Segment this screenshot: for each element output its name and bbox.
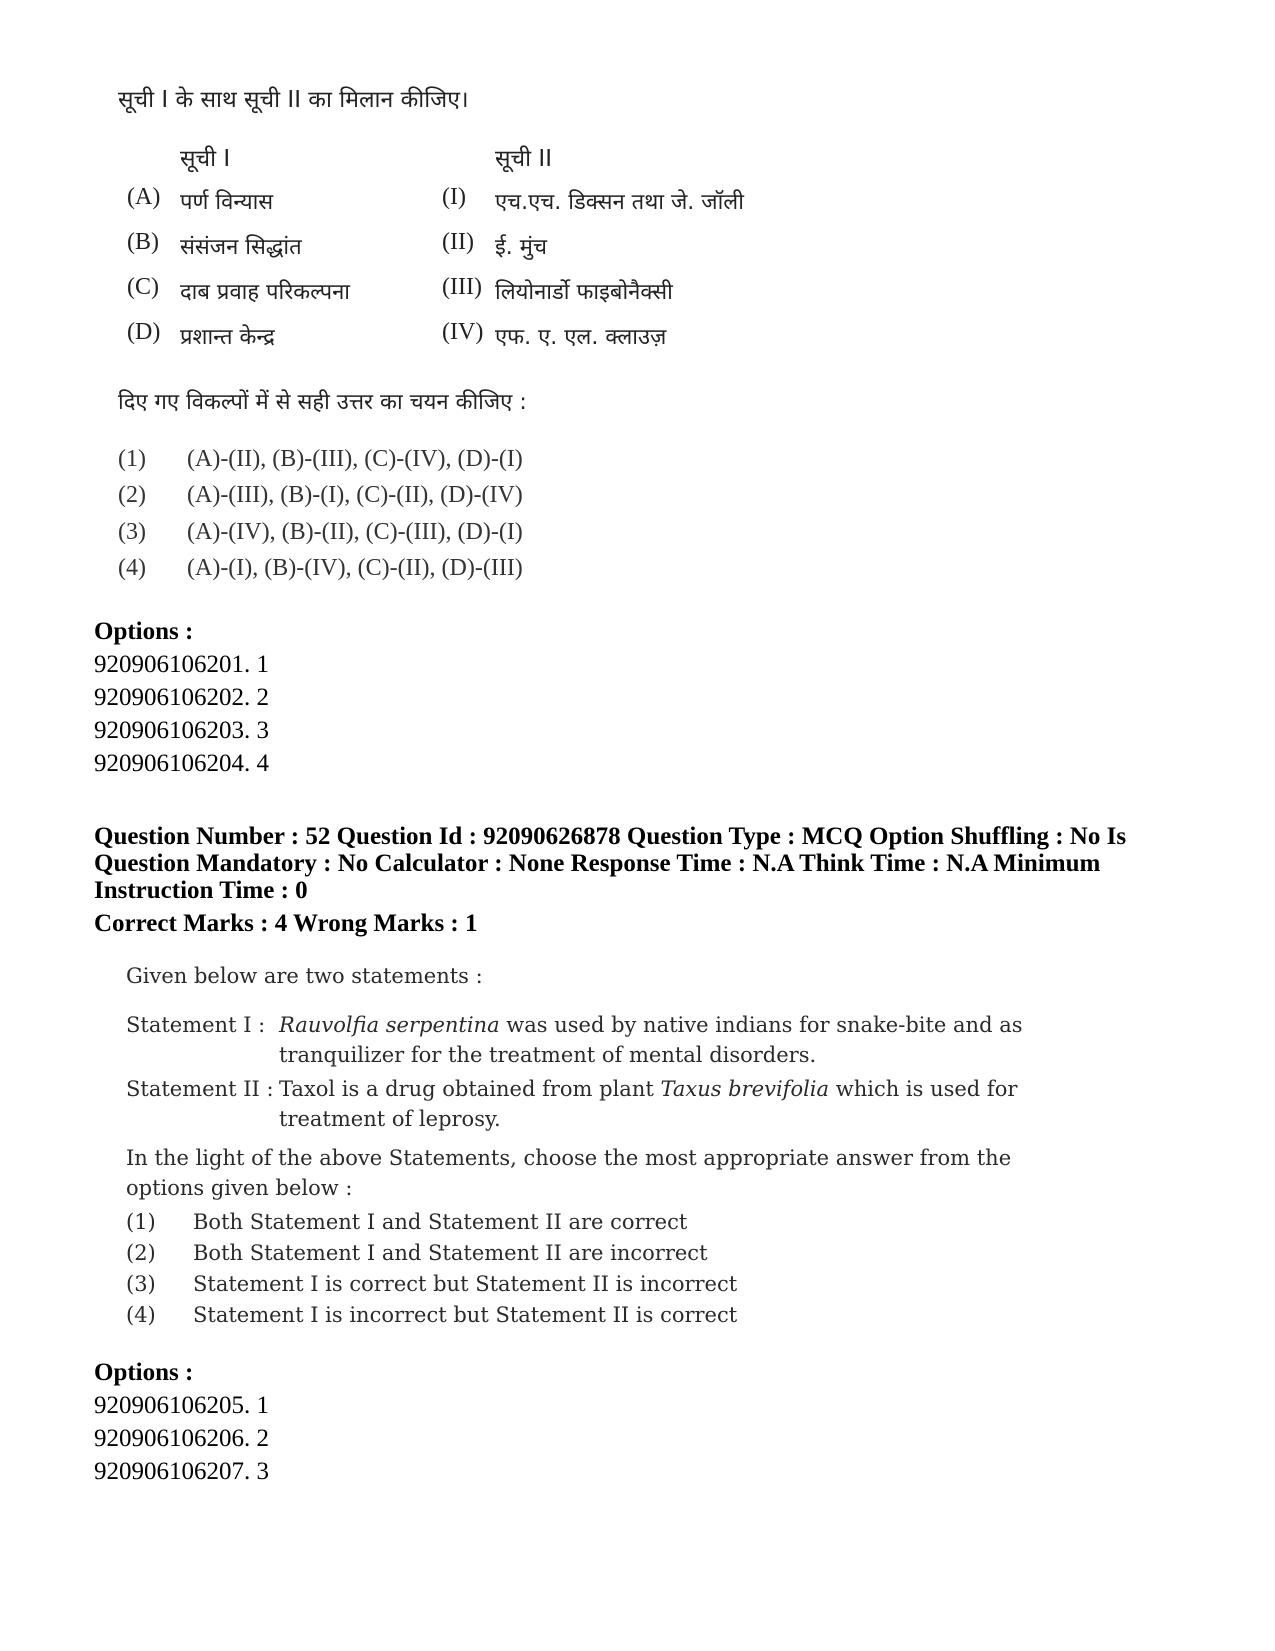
list2-label-iii: (III) xyxy=(442,274,482,300)
q52-answer-num: (1) xyxy=(126,1210,156,1234)
q52-marks: Correct Marks : 4 Wrong Marks : 1 xyxy=(94,910,478,937)
species-name-rauvolfia: Rauvolfia serpentina xyxy=(279,1013,500,1037)
q52-meta-line-3: Instruction Time : 0 xyxy=(94,877,308,904)
q51-answer-text: (A)-(II), (B)-(III), (C)-(IV), (D)-(I) xyxy=(187,446,523,472)
list1-header: सूची I xyxy=(180,146,231,172)
q51-answer-num: (2) xyxy=(118,482,146,508)
q52-option-id: 920906106206. 2 xyxy=(94,1425,269,1452)
list1-label-c: (C) xyxy=(127,274,159,300)
list2-label-ii: (II) xyxy=(442,229,474,255)
q52-option-id: 920906106205. 1 xyxy=(94,1392,269,1419)
statement-1-line-1 xyxy=(279,1013,1023,1037)
list2-label-i: (I) xyxy=(442,184,466,210)
list1-item-c: दाब प्रवाह परिकल्पना xyxy=(180,280,350,305)
list1-item-d: प्रशान्त केन्द्र xyxy=(180,325,275,350)
q52-answer-text: Both Statement I and Statement II are incorrect xyxy=(193,1241,708,1265)
q52-light-line-2: options given below : xyxy=(126,1176,353,1200)
q52-intro: Given below are two statements : xyxy=(126,964,483,988)
q52-answer-num: (2) xyxy=(126,1241,156,1265)
q51-option-id: 920906106203. 3 xyxy=(94,717,269,744)
statement-2-line-1 xyxy=(279,1077,1017,1101)
q51-options-label: Options : xyxy=(94,618,194,645)
q52-options-label: Options : xyxy=(94,1359,194,1386)
q51-answer-text: (A)-(III), (B)-(I), (C)-(II), (D)-(IV) xyxy=(187,482,523,508)
q51-choose-prompt: दिए गए विकल्पों में से सही उत्तर का चयन कीजिए : xyxy=(118,390,527,415)
statement-1-text: was used by native indians for snake-bite and as xyxy=(499,1013,1023,1037)
list1-label-b: (B) xyxy=(127,229,159,255)
q52-meta-line-2: Question Mandatory : No Calculator : None Response Time : N.A Think Time : N.A Minimum xyxy=(94,850,1101,877)
q51-answer-num: (1) xyxy=(118,446,146,472)
statement-2-text: Taxol is a drug obtained from plant xyxy=(279,1077,661,1101)
q51-option-id: 920906106204. 4 xyxy=(94,750,269,777)
statement-1-label: Statement I : xyxy=(126,1013,266,1037)
list2-label-iv: (IV) xyxy=(442,319,484,345)
q52-option-id: 920906106207. 3 xyxy=(94,1458,269,1485)
list2-item-ii: ई. मुंच xyxy=(495,235,547,260)
statement-2-label: Statement II : xyxy=(126,1077,274,1101)
q51-option-id: 920906106201. 1 xyxy=(94,651,269,678)
q52-answer-text: Statement I is correct but Statement II is incorrect xyxy=(193,1272,738,1296)
q52-answer-text: Statement I is incorrect but Statement II is correct xyxy=(193,1303,738,1327)
q52-light-line-1: In the light of the above Statements, choose the most appropriate answer from the xyxy=(126,1146,1012,1170)
q52-meta-line-1: Question Number : 52 Question Id : 92090626878 Question Type : MCQ Option Shuffling : No Is xyxy=(94,823,1127,850)
statement-1-line-2: tranquilizer for the treatment of mental disorders. xyxy=(279,1043,817,1067)
q51-answer-num: (3) xyxy=(118,519,146,545)
q52-answer-num: (4) xyxy=(126,1303,156,1327)
list1-item-b: संसंजन सिद्धांत xyxy=(180,235,302,260)
species-name-taxus: Taxus brevifolia xyxy=(660,1077,830,1101)
q51-answer-text: (A)-(IV), (B)-(II), (C)-(III), (D)-(I) xyxy=(187,519,523,545)
q51-instruction: सूची I के साथ सूची II का मिलान कीजिए। xyxy=(118,87,469,113)
list2-item-iv: एफ. ए. एल. क्लाउज़ xyxy=(495,325,667,350)
list1-label-d: (D) xyxy=(127,319,161,345)
statement-2-text-end: which is used for xyxy=(829,1077,1018,1101)
q51-answer-text: (A)-(I), (B)-(IV), (C)-(II), (D)-(III) xyxy=(187,555,523,581)
list2-item-iii: लियोनार्डो फाइबोनैक्सी xyxy=(495,280,673,305)
statement-2-line-2: treatment of leprosy. xyxy=(279,1107,501,1131)
q51-answer-num: (4) xyxy=(118,555,146,581)
q52-answer-text: Both Statement I and Statement II are correct xyxy=(193,1210,688,1234)
list2-header: सूची II xyxy=(495,146,552,172)
q52-answer-num: (3) xyxy=(126,1272,156,1296)
list1-item-a: पर्ण विन्यास xyxy=(180,190,274,215)
list2-item-i: एच.एच. डिक्सन तथा जे. जॉली xyxy=(495,190,744,215)
list1-label-a: (A) xyxy=(127,184,161,210)
q51-option-id: 920906106202. 2 xyxy=(94,684,269,711)
